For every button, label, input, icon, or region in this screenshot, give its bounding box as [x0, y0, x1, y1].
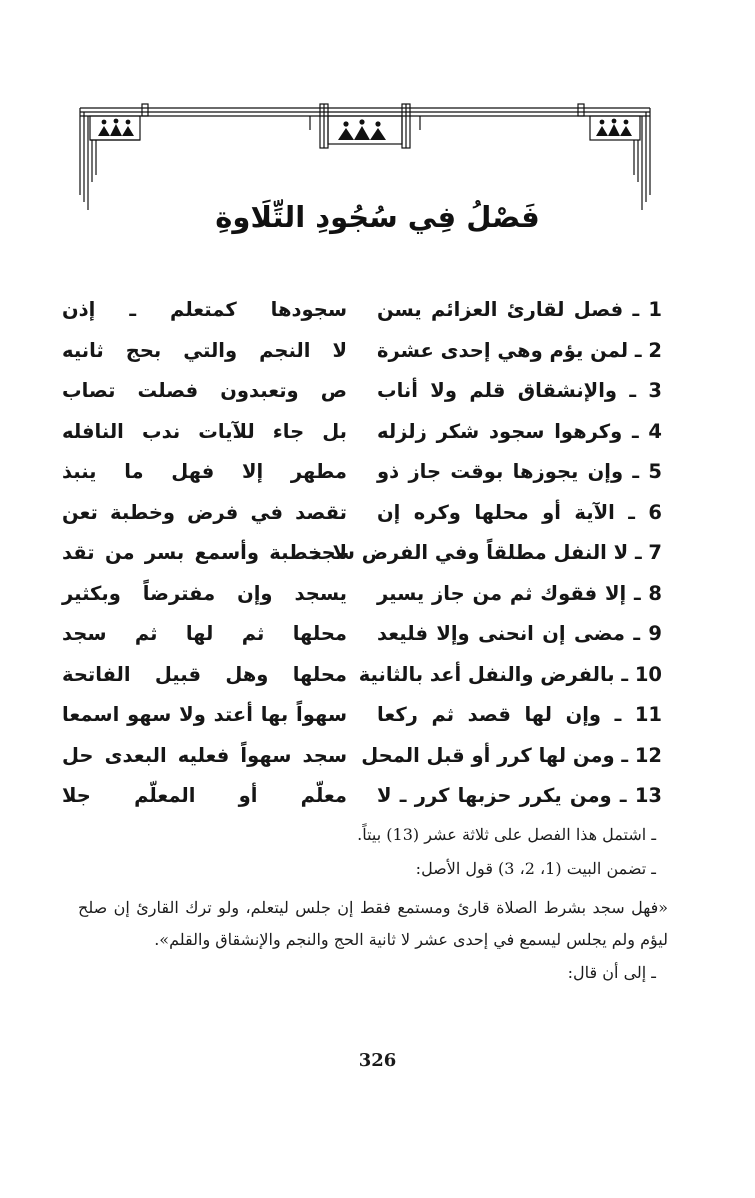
verse-second-hemistich: سجودها كمتعلم ـ إذن	[62, 298, 347, 322]
verse-first-hemistich: 2 ـ لمن يؤم وهي إحدى عشرة	[377, 338, 662, 362]
verse-second-hemistich: يسجد وإن مفترضاً وبكثير	[62, 581, 347, 605]
verse-first-hemistich: 1 ـ فصل لقارئ العزائم يسن	[377, 298, 662, 322]
commentary	[78, 818, 668, 990]
verse-first-hemistich: 11 ـ وإن لها قصد ثم ركعا	[377, 703, 662, 727]
verse-second-hemistich: لا خطبة وأسمع بسر من تقد	[62, 541, 347, 565]
verse-row	[62, 736, 662, 777]
verse-second-hemistich: ص وتعبدون فصلت تصاب	[62, 379, 347, 403]
verse-first-hemistich: 9 ـ مضى إن انحنى وإلا فليعد	[377, 622, 662, 646]
note-verse-count: ـ اشتمل هذا الفصل على ثلاثة عشر (13) بيتاً.	[357, 825, 656, 844]
verse-row	[62, 614, 662, 655]
verse-row	[62, 776, 662, 817]
verse-second-hemistich: لا النجم والتي بحج ثانيه	[62, 338, 347, 362]
verse-first-hemistich: 12 ـ ومن لها كرر أو قبل المحل	[361, 743, 662, 767]
verse-second-hemistich: تقصد في فرض وخطبة تعن	[62, 500, 347, 524]
verse-second-hemistich: محلها ثم لها ثم سجد	[62, 622, 347, 646]
verse-second-hemistich: محلها وهل قبيل الفاتحة	[62, 662, 347, 686]
note-verse-includes: ـ تضمن البيت (1، 2، 3) قول الأصل:	[415, 859, 656, 878]
verse-first-hemistich: 4 ـ وكرهوا سجود شكر زلزله	[377, 419, 662, 443]
verse-second-hemistich: سهواً بها أعتد ولا سهو اسمعا	[62, 703, 347, 727]
verse-row	[62, 493, 662, 534]
verse-first-hemistich: 13 ـ ومن يكرر حزبها كرر ـ لا	[377, 784, 662, 808]
verse-second-hemistich: مطهر إلا فهل ما ينبذ	[62, 460, 347, 484]
verse-row	[62, 655, 662, 696]
verse-row	[62, 412, 662, 453]
verse-second-hemistich: سجد سهواً فعليه البعدى حل	[62, 743, 347, 767]
verse-row	[62, 574, 662, 615]
verse-second-hemistich: بل جاء للآيات ندب النافله	[62, 419, 347, 443]
quoted-original-text: «فهل سجد بشرط الصلاة قارئ ومستمع فقط إن جلس ليتعلم، ولو ترك القارئ إن صلح ليؤم ولم يجلس ليسمع في إحدى عشر لا ثانية الحج والنجم والإنشقاق والقلم».	[78, 898, 669, 949]
verse-row	[62, 290, 662, 331]
verse-first-hemistich: 10 ـ بالفرض والنفل أعد بالثانية	[358, 662, 662, 686]
ornament-border-icon	[70, 100, 660, 210]
verse-second-hemistich: معلّم أو المعلّم جلا	[62, 784, 347, 808]
verse-first-hemistich: 8 ـ إلا فقوك ثم من جاز يسير	[377, 581, 662, 605]
verse-row	[62, 533, 662, 574]
verse-row	[62, 331, 662, 372]
verse-row	[62, 695, 662, 736]
ornamental-header-frame	[70, 100, 660, 210]
poem-verses	[62, 290, 662, 817]
verse-row	[62, 371, 662, 412]
verse-first-hemistich: 7 ـ لا النفل مطلقاً وفي الفرض سجد	[310, 541, 662, 565]
page-number: 326	[358, 1050, 397, 1071]
verse-first-hemistich: 3 ـ والإنشقاق قلم ولا أناب	[377, 379, 662, 403]
chapter-title: فَصْلُ فِي سُجُودِ التِّلَاوةِ	[215, 200, 540, 234]
verse-first-hemistich: 6 ـ الآية أو محلها وكره إن	[377, 500, 662, 524]
verse-first-hemistich: 5 ـ وإن يجوزها بوقت جاز ذو	[377, 460, 662, 484]
note-continuation: ـ إلى أن قال:	[567, 963, 656, 982]
verse-row	[62, 452, 662, 493]
